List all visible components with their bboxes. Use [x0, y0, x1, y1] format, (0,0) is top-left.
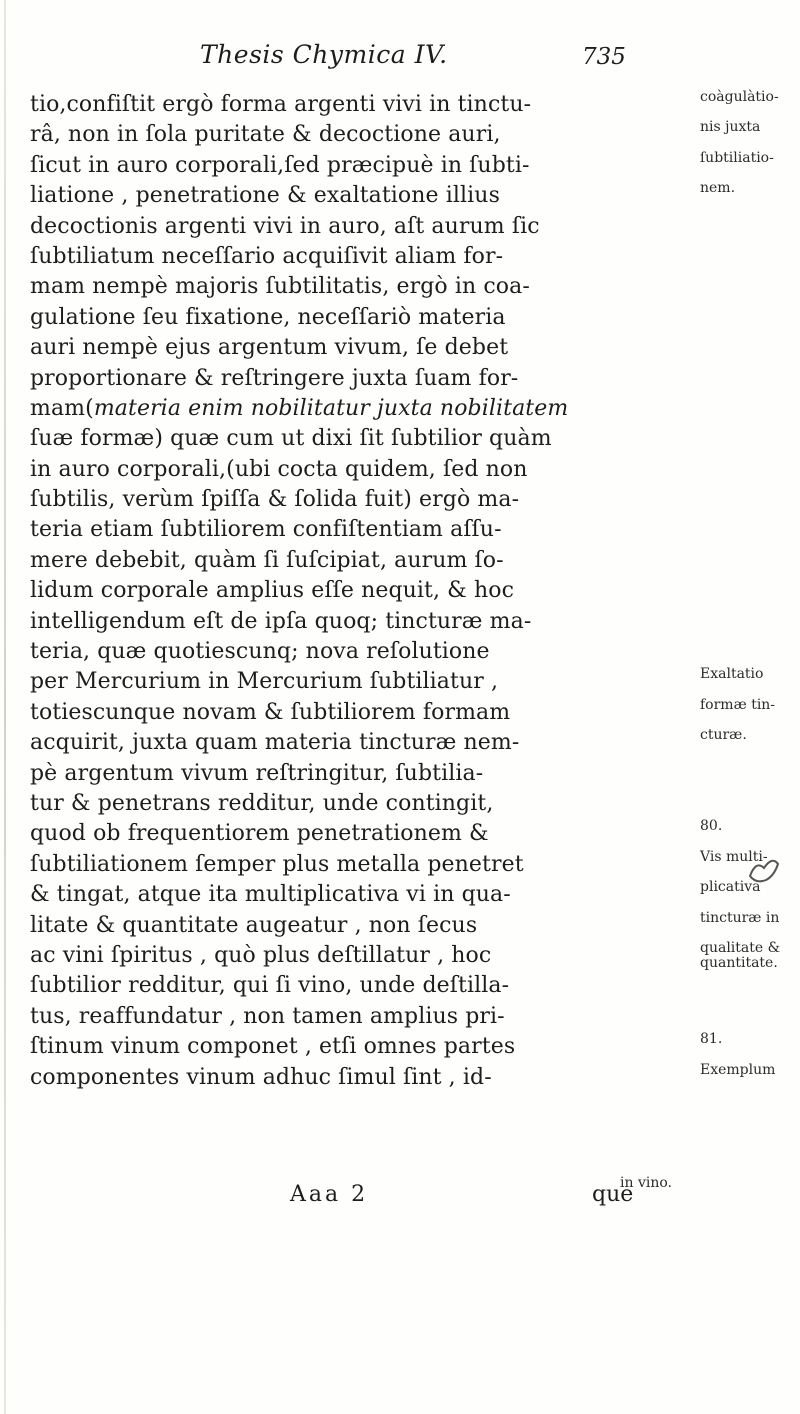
text-line	[30, 546, 770, 576]
text-line	[30, 1032, 770, 1062]
text-line	[30, 242, 770, 272]
marginal-note: cturæ.	[700, 727, 747, 744]
text-line	[30, 607, 770, 637]
text-line	[30, 939, 781, 971]
marginal-note: nem.	[700, 180, 736, 197]
line-text: intelligendum eſt de ipſa quoq; tincturæ ma-	[30, 608, 532, 634]
marginal-note: formæ tin-	[700, 696, 776, 713]
line-text: gulatione ſeu fixatione, neceſſariò materia	[30, 304, 506, 330]
line-text: ſubtilior redditur, qui ſi vino, unde deſtilla-	[30, 973, 510, 999]
line-text: ac vini ſpiritus , quò plus deſtillatur , hoc	[30, 942, 492, 968]
text-line	[30, 759, 770, 789]
catchword: que	[592, 1182, 634, 1207]
line-text: teria etiam ſubtiliorem confiſtentiam aſſu-	[30, 517, 502, 543]
line-text: componentes vinum adhuc ſimul ſint , id-	[30, 1064, 492, 1090]
text-line	[30, 303, 770, 333]
text-line	[30, 485, 770, 515]
line-text: auri nempè ejus argentum vivum, ſe debet	[30, 335, 509, 361]
line-text: lidum corporale amplius eſſe nequit, & hoc	[30, 578, 514, 604]
marginal-note: 80.	[700, 818, 723, 835]
text-line	[30, 394, 770, 424]
text-line	[30, 971, 770, 1001]
text-line	[30, 728, 770, 758]
marginal-note: Vis multi-	[700, 848, 768, 865]
text-line	[30, 455, 770, 485]
line-text: tio,confiſtit ergò forma argenti vivi in tinctu-	[30, 92, 532, 117]
text-line	[30, 789, 770, 819]
text-line	[30, 364, 770, 394]
line-text: quod ob frequentiorem penetrationem &	[30, 821, 489, 847]
line-text: ſubtilis, verùm ſpiſſa & ſolida fuit) ergò ma-	[30, 487, 520, 513]
text-line	[30, 850, 770, 880]
text-line	[30, 149, 774, 181]
line-text: in auro corporali,(ubi cocta quidem, ſed non	[30, 456, 528, 482]
line-text: acquirit, juxta quam materia tincturæ nem-	[30, 730, 520, 756]
text-line	[30, 696, 776, 728]
line-text: & tingat, atque ita multiplicativa vi in qua-	[30, 882, 511, 908]
text-line	[30, 576, 770, 606]
marginal-note: in vino.	[620, 1175, 672, 1191]
marginal-note: plicativa	[700, 879, 761, 896]
page-fold-shadow	[4, 0, 6, 1414]
text-line	[30, 89, 779, 120]
line-text: per Mercurium in Mercurium ſubtiliatur ,	[30, 669, 499, 695]
text-line	[30, 667, 770, 697]
marginal-note: qualitate & quantitate.	[700, 939, 781, 971]
page-header	[0, 30, 800, 80]
line-text: mam(materia enim nobilitatur juxta nobilitatem	[30, 395, 569, 421]
text-line	[30, 272, 770, 302]
line-text: ſubtiliationem ſemper plus metalla penetret	[30, 851, 524, 877]
text-line	[30, 181, 770, 211]
text-line	[30, 1061, 776, 1093]
text-line	[30, 424, 770, 454]
line-text: ſicut in auro corporali,ſed præcipuè in ſubti-	[30, 152, 530, 178]
line-text: liatione , penetratione & exaltatione illius	[30, 183, 500, 209]
page-number: 735	[582, 44, 626, 70]
text-line	[30, 120, 770, 150]
text-line	[30, 333, 770, 363]
ink-blot-icon	[744, 846, 784, 886]
text-line	[30, 880, 770, 910]
line-text: mere debebit, quàm ſi ſuſcipiat, aurum ſo-	[30, 547, 504, 573]
marginal-note: Exemplum	[700, 1061, 776, 1078]
text-line	[30, 1002, 770, 1032]
line-text: mam nempè majoris ſubtilitatis, ergò in coa-	[30, 274, 530, 300]
line-text: totiescunque novam & ſubtiliorem formam	[30, 699, 511, 725]
line-text: ſtinum vinum componet , etſi omnes partes	[30, 1034, 516, 1060]
line-text: tus, reaffundatur , non tamen amplius pri-	[30, 1003, 505, 1029]
line-text: ſubtiliatum neceſſario acquiſivit aliam for-	[30, 243, 504, 269]
text-line	[30, 515, 770, 545]
running-title: Thesis Chymica IV.	[200, 40, 448, 69]
line-text: ſuæ formæ) quæ cum ut dixi ſit ſubtilior quàm	[30, 426, 552, 452]
line-text: teria, quæ quotiescunq; nova reſolutione	[30, 639, 490, 665]
signature-mark: Aaa 2	[290, 1182, 369, 1207]
line-text: litate & quantitate augeatur , non ſecus	[30, 912, 478, 938]
marginal-note: ſubtiliatio-	[700, 149, 774, 166]
marginal-note: tincturæ in	[700, 909, 780, 926]
marginal-note: Exaltatio	[700, 666, 764, 683]
marginal-note: nis juxta	[700, 119, 761, 136]
text-line	[30, 909, 780, 941]
marginal-note: 81.	[700, 1031, 723, 1048]
line-text: râ, non in ſola puritate & decoctione auri,	[30, 122, 501, 148]
body-text	[30, 89, 781, 1093]
marginal-note: coàgulàtio-	[700, 89, 779, 105]
text-line	[30, 637, 770, 667]
line-text: pè argentum vivum reſtringitur, ſubtilia-	[30, 760, 484, 786]
line-text: proportionare & reſtringere juxta ſuam for-	[30, 365, 519, 391]
text-line	[30, 819, 770, 849]
line-text: tur & penetrans redditur, unde contingit,	[30, 790, 494, 816]
text-line	[30, 212, 770, 242]
line-text: decoctionis argenti vivi in auro, aſt aurum ſic	[30, 213, 540, 239]
